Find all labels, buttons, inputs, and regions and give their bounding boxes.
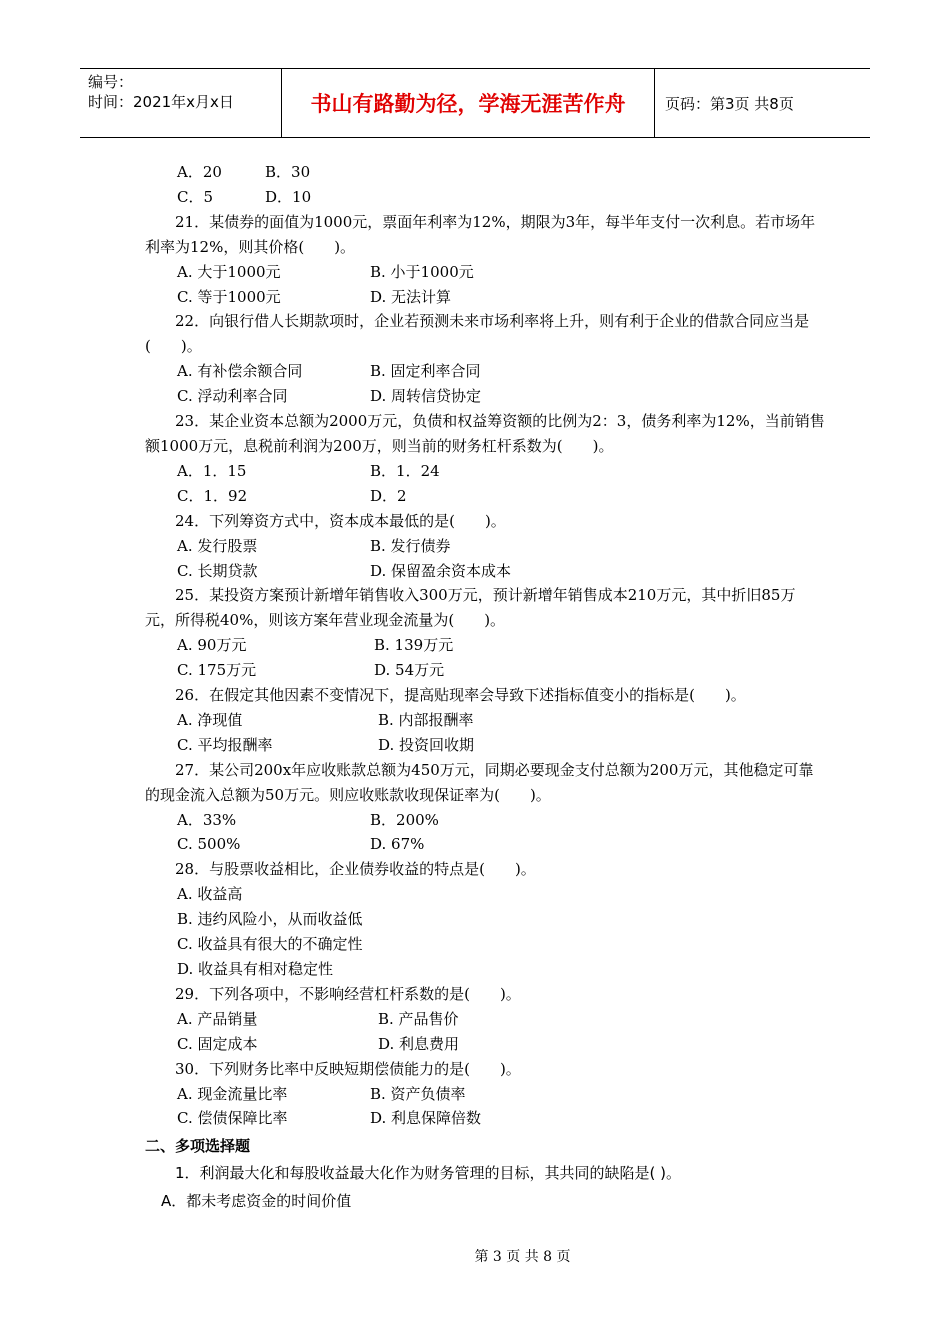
page-footer <box>0 1246 950 1266</box>
option-row <box>145 359 825 384</box>
option-b: D. 周转信贷协定 <box>370 387 482 406</box>
header-page-number: 页码：第3页 共8页 <box>665 94 794 113</box>
option-item: B. 违约风险小，从而收益低 <box>177 910 363 929</box>
option-a: A. 发行股票 <box>177 536 258 555</box>
option-a: C．1．92 <box>177 486 248 505</box>
question-text: 25．某投资方案预计新增年销售收入300万元，预计新增年销售成本210万元，其中折旧85万元，所得税40%，则该方案年营业现金流量为( )。 <box>145 586 796 630</box>
option-b: D．2 <box>370 486 407 505</box>
question-text: 28．与股票收益相比，企业债券收益的特点是( )。 <box>175 860 536 879</box>
option-row <box>145 160 825 185</box>
option-a: A. 净现值 <box>177 710 243 729</box>
question-text: 29．下列各项中，不影响经营杠杆系数的是( )。 <box>175 984 521 1003</box>
option-a: C. 长期贷款 <box>177 561 258 580</box>
option-a: C. 偿债保障比率 <box>177 1109 288 1128</box>
option-row <box>145 534 825 559</box>
question-text: 23．某企业资本总额为2000万元，负债和权益筹资额的比例为2：3，债务利率为12%，当前销售额1000万元，息税前利润为200万，则当前的财务杠杆系数为( )。 <box>145 412 825 455</box>
option-row <box>145 708 825 733</box>
option-a: C. 固定成本 <box>177 1034 258 1053</box>
option-row <box>145 832 825 857</box>
question-text: 30．下列财务比率中反映短期偿债能力的是( )。 <box>175 1059 521 1078</box>
option-row <box>145 185 825 210</box>
option-a: A．1．15 <box>177 461 247 480</box>
option-row <box>145 1082 825 1107</box>
question-text: 21．某债券的面值为1000元，票面年利率为12%，期限为3年，每半年支付一次利息。若市场年利率为12%，则其价格( )。 <box>145 212 816 256</box>
option-b: D. 67% <box>370 835 425 854</box>
option-row <box>145 285 825 310</box>
option-a: A. 大于1000元 <box>177 262 281 281</box>
option-b: B. 固定利率合同 <box>370 362 481 381</box>
option-row <box>145 733 825 758</box>
option-a: C. 浮动利率合同 <box>177 387 288 406</box>
option-row <box>145 484 825 509</box>
option-a: A. 90万元 <box>177 636 247 655</box>
option-row <box>145 1007 825 1032</box>
option-row <box>145 459 825 484</box>
option-row <box>145 633 825 658</box>
option-a: A. 有补偿余额合同 <box>177 362 303 381</box>
option-b: D. 利息保障倍数 <box>370 1109 482 1128</box>
question-text: 26．在假定其他因素不变情况下，提高贴现率会导致下述指标值变小的指标是( )。 <box>175 686 746 705</box>
header-meta <box>80 69 282 137</box>
serial-label: 编号： <box>88 73 134 91</box>
option-b: B. 资产负债率 <box>370 1084 466 1103</box>
option-item: A．都未考虑资金的时间价值 <box>161 1192 352 1211</box>
option-row <box>145 658 825 683</box>
option-b: D. 保留盈余资本成本 <box>370 561 512 580</box>
option-b: B．200% <box>370 810 439 829</box>
option-a: C. 等于1000元 <box>177 287 281 306</box>
option-b: B. 发行债券 <box>370 536 451 555</box>
option-a: C．5 <box>177 187 214 206</box>
page-header <box>80 68 870 138</box>
option-a: C. 175万元 <box>177 661 257 680</box>
option-row <box>145 1032 825 1057</box>
option-b: B．30 <box>265 163 311 181</box>
option-row <box>145 808 825 833</box>
option-a: A. 产品销量 <box>177 1009 258 1028</box>
option-b: B. 产品售价 <box>378 1009 459 1028</box>
section-heading: 二、多项选择题 <box>145 1137 251 1156</box>
option-a: C. 平均报酬率 <box>177 735 273 754</box>
option-item: D. 收益具有相对稳定性 <box>177 960 334 978</box>
option-b: D．10 <box>265 187 312 206</box>
footer-page-number: 第 3 页 共 8 页 <box>474 1249 571 1265</box>
option-b: B. 139万元 <box>374 636 454 655</box>
option-a: A. 现金流量比率 <box>177 1084 288 1103</box>
option-row <box>145 260 825 285</box>
date-label: 时间：2021年x月x日 <box>88 93 234 111</box>
option-row <box>145 384 825 409</box>
option-b: D. 无法计算 <box>370 287 452 306</box>
option-row <box>145 1106 825 1131</box>
question-text: 27．某公司200x年应收账款总额为450万元，同期必要现金支付总额为200万元，其他稳定可靠的现金流入总额为50万元。则应收账款收现保证率为( )。 <box>145 760 814 804</box>
option-b: D. 54万元 <box>374 661 445 680</box>
document-body <box>145 160 825 1215</box>
option-a: A．20 <box>177 163 222 181</box>
header-motto: 书山有路勤为径，学海无涯苦作舟 <box>282 69 655 137</box>
option-b: D. 投资回收期 <box>378 735 475 754</box>
question-text: 24．下列筹资方式中，资本成本最低的是( )。 <box>175 511 506 530</box>
option-a: C. 500% <box>177 835 241 854</box>
question-text: 1．利润最大化和每股收益最大化作为财务管理的目标，其共同的缺陷是( )。 <box>175 1164 682 1183</box>
option-item: A. 收益高 <box>177 885 243 904</box>
option-b: B．1．24 <box>370 461 440 480</box>
option-b: D. 利息费用 <box>378 1034 460 1053</box>
option-b: B. 内部报酬率 <box>378 710 474 729</box>
option-row <box>145 559 825 584</box>
option-item: C. 收益具有很大的不确定性 <box>177 935 363 954</box>
option-a: A．33% <box>177 810 237 829</box>
option-b: B. 小于1000元 <box>370 262 474 281</box>
question-text: 22．向银行借人长期款项时，企业若预测未来市场利率将上升，则有利于企业的借款合同应当是( )。 <box>145 312 810 356</box>
